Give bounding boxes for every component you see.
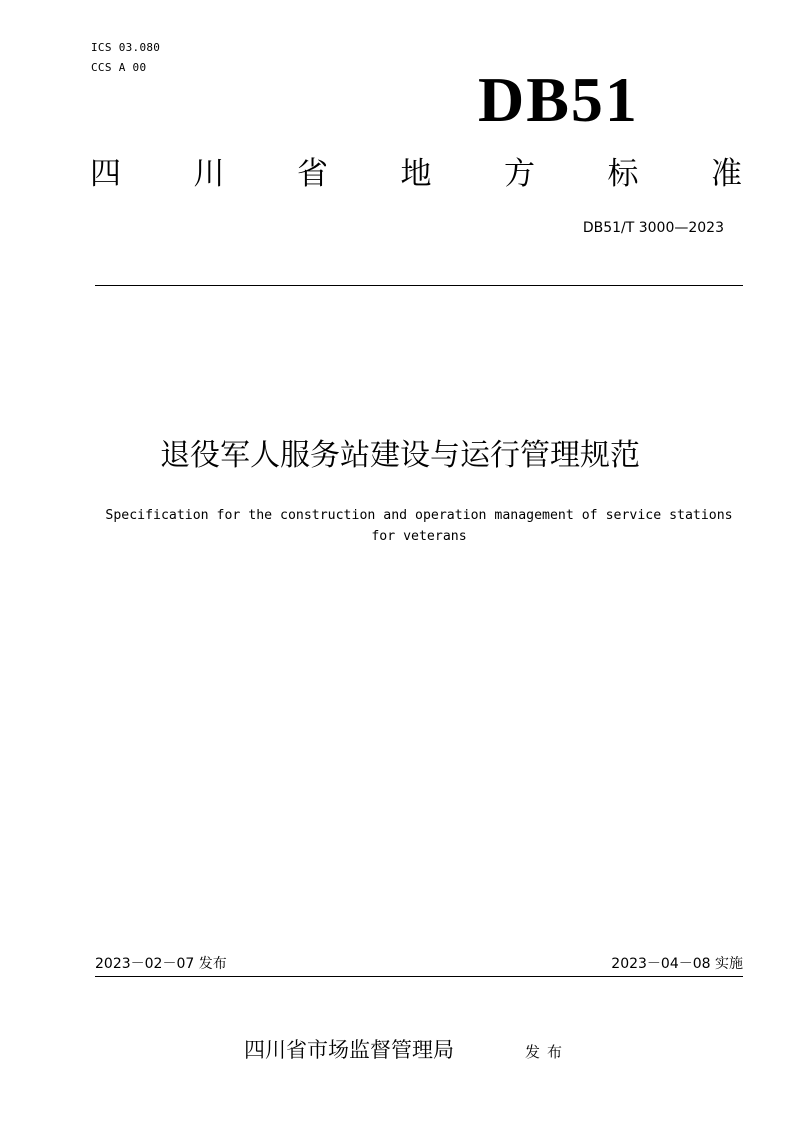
issue-date: 2023－02－07 发布: [95, 956, 227, 972]
standard-type-char: 准: [711, 156, 742, 192]
standard-type-heading: [90, 152, 742, 196]
bottom-divider: [95, 976, 743, 977]
standard-type-char: 标: [607, 156, 639, 192]
ics-code: ICS 03.080: [91, 41, 161, 54]
standard-number: DB51/T 3000—2023: [582, 220, 724, 236]
standard-type-char: 川: [193, 156, 225, 192]
standard-type-char: 方: [504, 156, 535, 192]
top-divider: [95, 285, 743, 286]
publish-label: 发布: [525, 1043, 570, 1061]
document-title-zh: 退役军人服务站建设与运行管理规范: [160, 438, 640, 473]
standard-type-char: 地: [400, 156, 432, 192]
ccs-code: CCS A 00: [91, 61, 147, 74]
standard-type-char: 四: [90, 156, 121, 192]
implementation-date: 2023－04－08 实施: [611, 956, 743, 972]
publisher-name: 四川省市场监督管理局: [244, 1038, 454, 1062]
document-title-en: Specification for the construction and operation management of service stations for veterans: [105, 508, 733, 544]
standard-type-char: 省: [297, 156, 328, 192]
db-mark: DB51: [478, 64, 639, 135]
